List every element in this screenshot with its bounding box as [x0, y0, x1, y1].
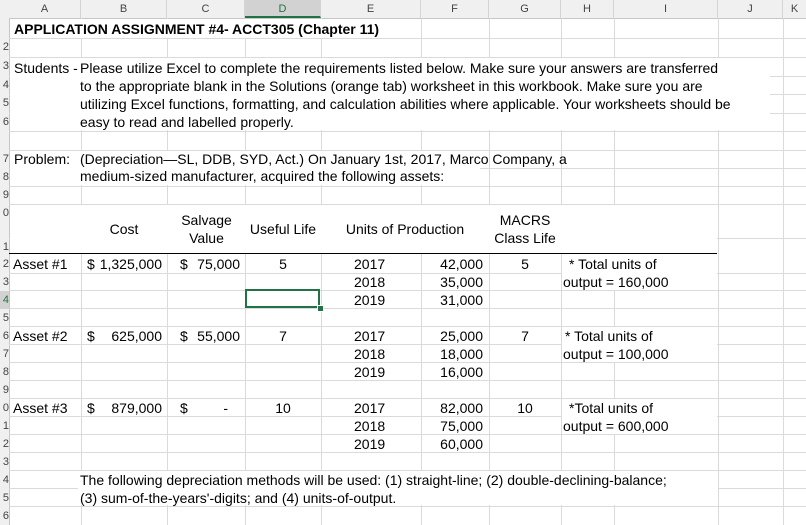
asset-3-salvage-symbol: $	[180, 400, 188, 416]
gridline	[9, 186, 806, 187]
header-units-of-production: Units of Production	[345, 221, 465, 237]
asset-3-note-line-1: *Total units of	[569, 400, 654, 416]
row-header[interactable]: 4	[2, 79, 9, 91]
asset-1-note-line-2: output = 160,000	[563, 274, 669, 290]
asset-2-note-line-1: * Total units of	[565, 328, 653, 344]
asset-3-units-3: 60,000	[440, 436, 483, 452]
asset-2-year-3: 2019	[354, 364, 386, 380]
gridline	[9, 131, 806, 132]
row-header[interactable]: 4	[2, 474, 9, 486]
asset-3-units-1: 82,000	[440, 400, 483, 416]
header-salvage: Salvage	[181, 212, 232, 228]
methods-line-2: (3) sum-of-the-years'-digits; and (4) units-of-output.	[80, 490, 397, 506]
problem-line-2: medium-sized manufacturer, acquired the following assets:	[80, 168, 445, 184]
gridline	[9, 362, 806, 363]
column-header-f[interactable]: F	[421, 0, 489, 18]
asset-2-useful-life: 7	[279, 328, 287, 344]
row-header[interactable]: 8	[2, 171, 9, 183]
asset-1-name: Asset #1	[13, 256, 68, 272]
column-header-g[interactable]: G	[489, 0, 561, 18]
asset-2-year-2: 2018	[354, 346, 386, 362]
asset-2-cost-symbol: $	[87, 328, 95, 344]
row-header[interactable]: 0	[2, 402, 9, 414]
row-header[interactable]: 0	[2, 207, 9, 219]
asset-3-name: Asset #3	[13, 400, 68, 416]
asset-3-year-2: 2018	[354, 418, 386, 434]
asset-1-cost: 1,325,000	[99, 256, 162, 272]
row-header[interactable]: 9	[2, 384, 9, 396]
asset-1-year-1: 2017	[354, 256, 386, 272]
gridline	[9, 380, 806, 381]
methods-line-1: The following depreciation methods will be used: (1) straight-line; (2) double-declining-balance;	[80, 472, 667, 488]
asset-1-useful-life: 5	[279, 256, 287, 272]
column-header-e[interactable]: E	[321, 0, 421, 18]
asset-1-salvage: 75,000	[197, 256, 240, 272]
header-bottom-border	[9, 253, 717, 254]
asset-1-cost-symbol: $	[87, 256, 95, 272]
row-header[interactable]: 6	[2, 116, 9, 128]
row-header[interactable]: 2	[2, 41, 9, 53]
students-line-3: utilizing Excel functions, formatting, and calculation abilities where applicable. Your worksheets should be	[80, 96, 731, 112]
asset-2-units-3: 16,000	[440, 364, 483, 380]
asset-1-units-3: 31,000	[440, 292, 483, 308]
row-header[interactable]: 2	[2, 438, 9, 450]
row-header[interactable]: 5	[2, 97, 9, 109]
row-header[interactable]: 1	[2, 420, 9, 432]
asset-2-note-line-2: output = 100,000	[563, 346, 669, 362]
header-value: Value	[189, 230, 224, 246]
asset-2-name: Asset #2	[13, 328, 68, 344]
asset-3-macrs: 10	[517, 400, 533, 416]
asset-2-units-1: 25,000	[440, 328, 483, 344]
column-header-h[interactable]: H	[561, 0, 614, 18]
gridline	[9, 308, 806, 309]
students-label: Students -	[14, 60, 78, 76]
students-line-4: easy to read and labelled properly.	[80, 114, 294, 130]
row-header[interactable]: 8	[2, 366, 9, 378]
column-header-i[interactable]: I	[614, 0, 718, 18]
row-header[interactable]: 2	[2, 258, 9, 270]
asset-1-units-1: 42,000	[440, 256, 483, 272]
row-header[interactable]: 3	[2, 276, 9, 288]
column-header-j[interactable]: J	[718, 0, 783, 18]
row-header[interactable]: 3	[2, 60, 9, 72]
row-header[interactable]: 1	[2, 241, 9, 253]
asset-2-salvage-symbol: $	[180, 328, 188, 344]
asset-1-note-line-1: * Total units of	[569, 256, 657, 272]
gridline	[9, 452, 806, 453]
column-header-c[interactable]: C	[167, 0, 245, 18]
gridline	[9, 38, 806, 39]
header-class-life: Class Life	[494, 230, 556, 246]
asset-3-units-2: 75,000	[440, 418, 483, 434]
row-header[interactable]: 3	[2, 456, 9, 468]
asset-3-salvage: -	[223, 400, 228, 416]
row-header[interactable]: 9	[2, 189, 9, 201]
asset-2-cost: 625,000	[111, 328, 162, 344]
fill-handle[interactable]	[317, 305, 324, 312]
asset-3-note-line-2: output = 600,000	[563, 418, 669, 434]
asset-2-units-2: 18,000	[440, 346, 483, 362]
students-line-1: Please utilize Excel to complete the requirements listed below. Make sure your answers are transferred	[80, 60, 719, 76]
asset-3-useful-life: 10	[275, 400, 291, 416]
header-useful-life: Useful Life	[249, 221, 317, 237]
row-header[interactable]: 6	[2, 330, 9, 342]
asset-3-year-3: 2019	[354, 436, 386, 452]
asset-2-macrs: 7	[521, 328, 529, 344]
asset-2-year-1: 2017	[354, 328, 386, 344]
header-cost: Cost	[109, 221, 139, 237]
asset-1-year-3: 2019	[354, 292, 386, 308]
asset-1-salvage-symbol: $	[180, 256, 188, 272]
row-header[interactable]: 7	[2, 348, 9, 360]
asset-1-year-2: 2018	[354, 274, 386, 290]
problem-label: Problem:	[14, 151, 71, 167]
gridline	[9, 434, 806, 435]
assignment-title: APPLICATION ASSIGNMENT #4- ACCT305 (Chapter 11)	[14, 21, 380, 37]
asset-1-units-2: 35,000	[440, 274, 483, 290]
row-header[interactable]: 6	[2, 510, 9, 522]
row-header[interactable]: 7	[2, 153, 9, 165]
asset-3-cost-symbol: $	[87, 400, 95, 416]
gridline	[9, 290, 806, 291]
asset-2-salvage: 55,000	[197, 328, 240, 344]
header-macrs: MACRS	[499, 212, 551, 228]
column-header-b[interactable]: B	[81, 0, 167, 18]
row-header[interactable]: 5	[2, 492, 9, 504]
students-line-2: to the appropriate blank in the Solutions (orange tab) worksheet in this workbook. Make sure you are	[80, 78, 703, 94]
problem-line-1: (Depreciation—SL, DDB, SYD, Act.) On January 1st, 2017, Marco Company, a	[80, 151, 567, 167]
column-header-a[interactable]: A	[9, 0, 81, 18]
selected-cell[interactable]	[245, 289, 320, 308]
asset-3-year-1: 2017	[354, 400, 386, 416]
column-header-d[interactable]: D	[245, 0, 321, 18]
asset-3-cost: 879,000	[111, 400, 162, 416]
asset-1-macrs: 5	[521, 256, 529, 272]
column-header-k[interactable]: K	[790, 3, 799, 15]
row-header-selected[interactable]: 4	[0, 291, 9, 309]
row-header[interactable]: 5	[2, 312, 9, 324]
